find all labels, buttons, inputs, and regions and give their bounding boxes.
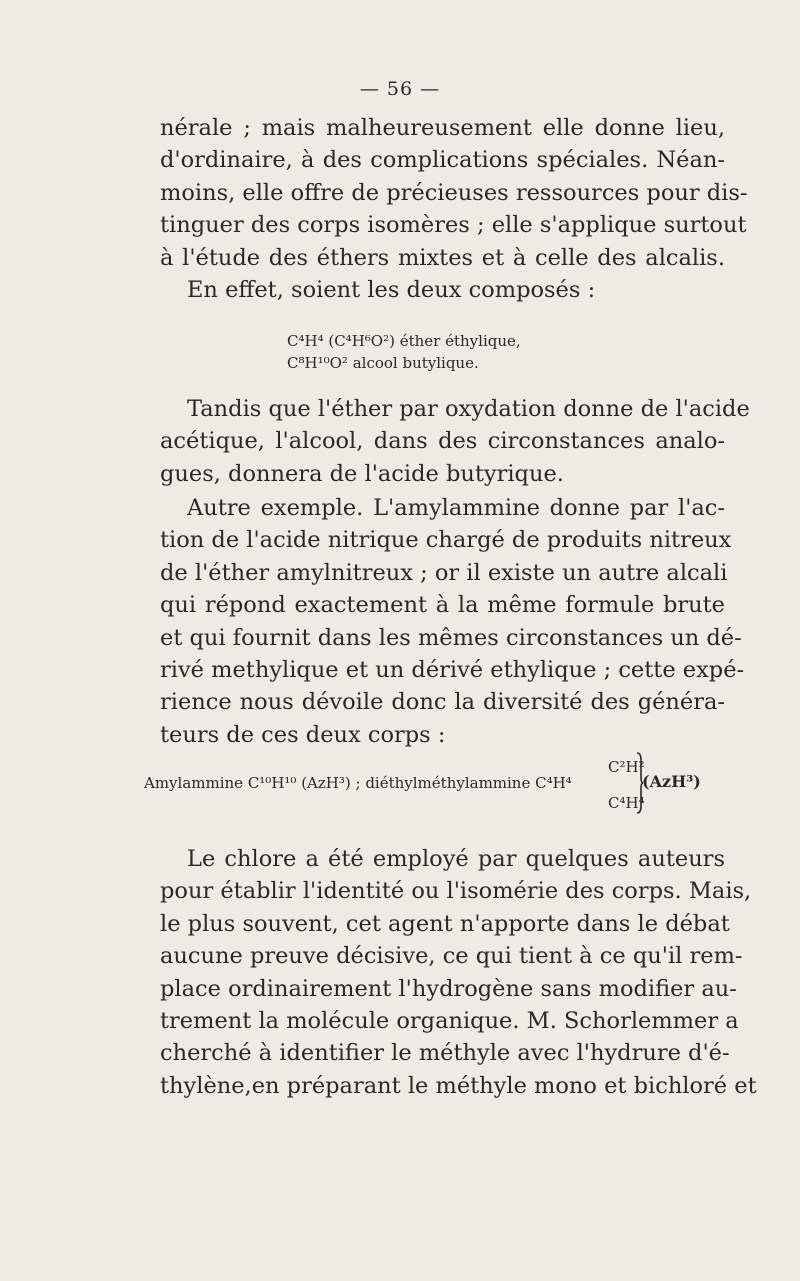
- text-line: pour établir l'identité ou l'isomérie des corps. Mais,: [160, 878, 752, 905]
- text-line: moins, elle offre de précieuses ressources pour dis-: [160, 179, 748, 206]
- paragraph-1: [160, 112, 748, 306]
- text-line: tion de l'acide nitrique chargé de produits nitreux: [160, 527, 732, 554]
- text-line: d'ordinaire, à des complications spéciales. Néan-: [160, 147, 725, 174]
- paragraph-2: [160, 393, 750, 490]
- text-line: gues, donnera de l'acide butyrique.: [160, 460, 564, 487]
- text-line: de l'éther amylnitreux ; or il existe un autre alcali: [160, 559, 728, 586]
- formula-block-1: [287, 330, 521, 374]
- text-line: aucune preuve décisive, ce qui tient à ce qu'il rem-: [160, 943, 743, 970]
- text-line: tinguer des corps isomères ; elle s'applique surtout: [160, 212, 747, 239]
- text-line: Le chlore a été employé par quelques auteurs: [187, 846, 725, 872]
- text-line: Tandis que l'éther par oxydation donne de l'acide: [187, 396, 750, 422]
- formula-label: alcool butylique.: [352, 354, 479, 372]
- page-number: — 56 —: [359, 78, 441, 100]
- text-line: thylène,en préparant le méthyle mono et bichloré et: [160, 1072, 757, 1099]
- text-line: cherché à identifier le méthyle avec l'hydrure d'é-: [160, 1040, 730, 1067]
- text-line: qui répond exactement à la même formule brute: [160, 592, 725, 619]
- text-line: Autre exemple. L'amylammine donne par l'ac-: [187, 495, 725, 521]
- text-line: En effet, soient les deux composés :: [187, 277, 596, 304]
- formula: C⁸H¹⁰O²: [287, 354, 348, 372]
- text-line: teurs de ces deux corps :: [160, 721, 446, 748]
- formula-azh3: (AzH³): [642, 772, 701, 791]
- text-line: à l'étude des éthers mixtes et à celle des alcalis.: [160, 244, 725, 271]
- paragraph-3: [160, 492, 745, 751]
- formula-line-ether: [287, 330, 521, 352]
- formula-label: éther éthylique,: [399, 332, 521, 350]
- text-line: le plus souvent, cet agent n'apporte dans le débat: [160, 910, 730, 937]
- text-line: nérale ; mais malheureusement elle donne lieu,: [160, 115, 725, 141]
- formula-amylammine: Amylammine C¹⁰H¹⁰ (AzH³) ; diéthylméthylammine C⁴H⁴: [144, 774, 572, 792]
- text-line: trement la molécule organique. M. Schorlemmer a: [160, 1008, 739, 1035]
- text-line: rience nous dévoile donc la diversité des généra-: [160, 689, 725, 716]
- text-line: place ordinairement l'hydrogène sans modifier au-: [160, 975, 737, 1002]
- formula-stack-bottom: C⁴H⁴: [608, 794, 645, 812]
- paragraph-4: [160, 843, 757, 1102]
- formula-stack-top: C²H²: [608, 758, 645, 776]
- formula: C⁴H⁴ (C⁴H⁶O²): [287, 332, 395, 350]
- formula-line-alcohol: [287, 352, 521, 374]
- text-line: et qui fournit dans les mêmes circonstances un dé-: [160, 624, 742, 651]
- text-line: acétique, l'alcool, dans des circonstances analo-: [160, 428, 725, 455]
- text-line: rivé methylique et un dérivé ethylique ; cette expé-: [160, 657, 745, 684]
